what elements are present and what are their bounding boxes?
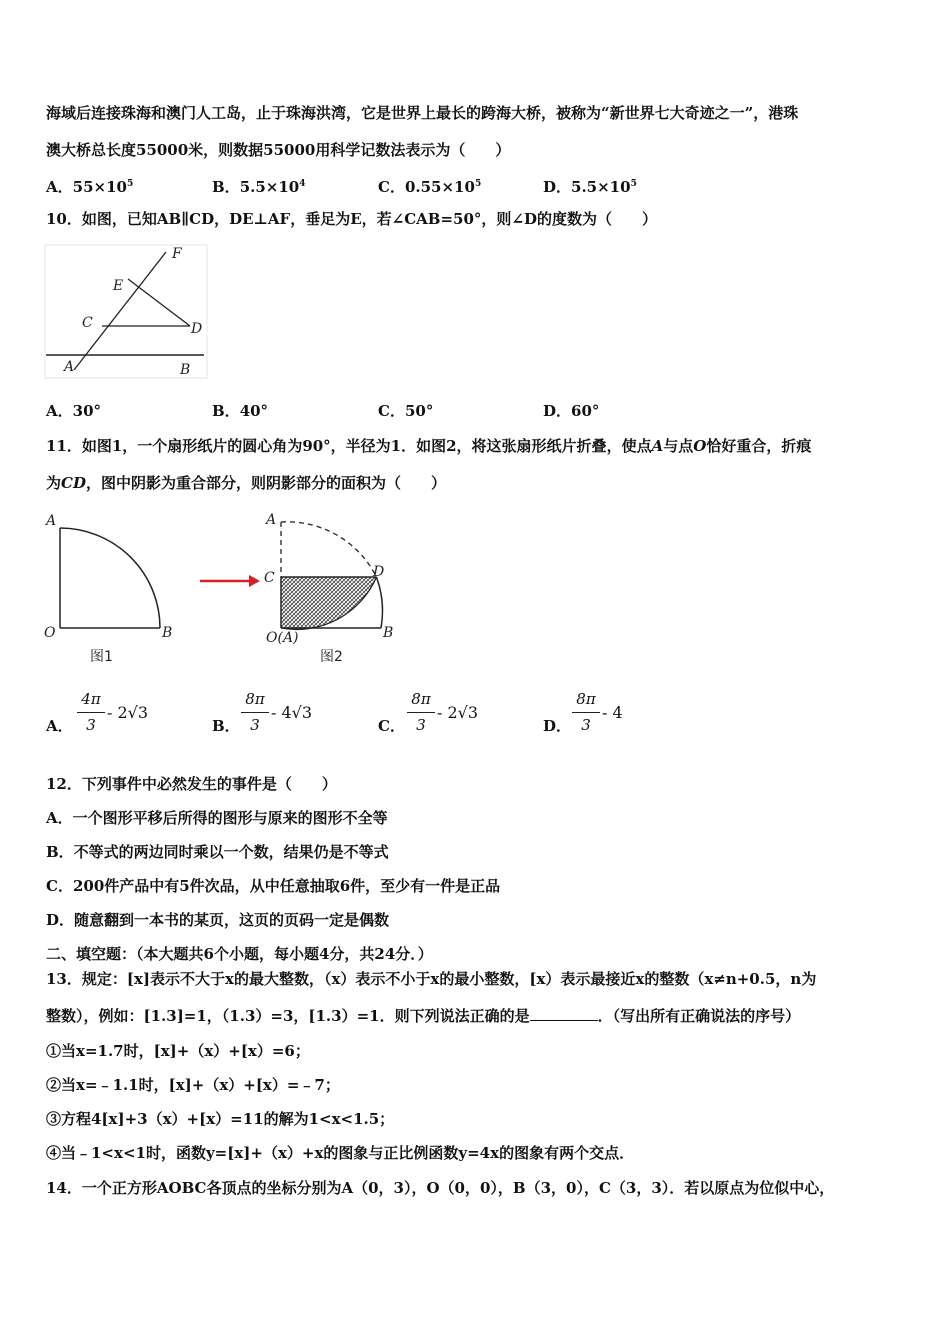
q10-option-a: A．30° (46, 402, 102, 420)
arc (60, 528, 160, 628)
label-a: A (64, 359, 75, 375)
numerator: 4π (81, 690, 101, 708)
fig2-label-b: B (383, 625, 394, 641)
q9-line1: 海域后连接珠海和澳门人工岛，止于珠海洪湾，它是世界上最长的跨海大桥，被称为“新世界七大奇迹之一”，港珠 (46, 104, 799, 122)
fig1-label-o: O (44, 625, 56, 641)
line-de (128, 279, 190, 326)
answer-blank[interactable] (530, 1006, 598, 1021)
label-c: C (82, 315, 93, 331)
fig1-caption: 图1 (90, 649, 113, 665)
label-b: B (180, 362, 191, 378)
q9-option-a: A．$55\times 10^5$ (46, 178, 134, 196)
fig2-label-d: D (373, 564, 385, 580)
fig1-label-b: B (162, 625, 173, 641)
q12-option-a: A．一个图形平移后所得的图形与原来的图形不全等 (46, 809, 388, 827)
q10-option-c: C．50° (378, 402, 434, 420)
label-d: D (191, 321, 203, 337)
q11-option-a-rest: - 2√3 (107, 703, 149, 722)
q11-option-b-rest: - 4√3 (271, 703, 313, 722)
fig2-label-a: A (266, 512, 277, 528)
denominator: 3 (250, 716, 260, 734)
label-f: F (172, 246, 182, 262)
numerator: 8π (245, 690, 265, 708)
q9-line2: 澳大桥总长度55000米，则数据55000用科学记数法表示为（ ） (46, 141, 511, 159)
q13-line2: 整数），例如：[1.3]=1，（1.3）=3，[1.3）=1．则下列说法正确的是 ．（写出所有正确说法的序号） (46, 1007, 801, 1025)
shaded-region (281, 577, 377, 629)
numerator: 8π (576, 690, 596, 708)
q12-option-d: D．随意翻到一本书的某页，这页的页码一定是偶数 (46, 911, 390, 929)
figure-2 (264, 512, 393, 665)
q10-option-d: D．60° (543, 402, 600, 420)
q13-line1: 13．规定：[x]表示不大于x的最大整数，（x）表示不小于x的最小整数，[x）表示最接近x的整数（x≠n+0.5，n为 (46, 970, 817, 988)
denominator: 3 (86, 716, 96, 734)
q13-item-3: ③方程4[x]+3（x）+[x）=11的解为1<x<1.5； (46, 1110, 395, 1128)
q12-option-b: B．不等式的两边同时乘以一个数，结果仍是不等式 (46, 843, 389, 861)
q11-option-a-label: A． (46, 717, 73, 735)
fig1-label-a: A (46, 513, 57, 529)
q11-figures (40, 508, 420, 668)
q11-option-b-label: B． (212, 717, 240, 735)
q11-stem-line2: 为CD，图中阴影为重合部分，则阴影部分的面积为（ ） (46, 474, 446, 492)
q9-option-b: B．$5.5\times 10^4$ (212, 178, 306, 196)
q10-figure (44, 244, 210, 380)
numerator: 8π (411, 690, 431, 708)
label-e: E (113, 278, 124, 294)
fig2-caption: 图2 (320, 649, 343, 665)
q12-option-c: C．200件产品中有5件次品，从中任意抽取6件，至少有一件是正品 (46, 877, 501, 895)
fig2-label-oa: O(A) (266, 630, 299, 646)
q11-option-d-rest: - 4 (602, 703, 623, 722)
q9-option-d: D．$5.5\times 10^5$ (543, 178, 637, 196)
q11-option-c-rest: - 2√3 (437, 703, 479, 722)
q13-item-2: ②当x=﹣1.1时，[x]+（x）+[x）=﹣7； (46, 1076, 340, 1094)
fig2-label-c: C (264, 570, 275, 586)
q12-stem: 12．下列事件中必然发生的事件是（ ） (46, 775, 337, 793)
q11-stem-line1: 11．如图1，一个扇形纸片的圆心角为90°，半径为1．如图2，将这张扇形纸片折叠，使点A与点O恰好重合，折痕 (46, 437, 812, 455)
q10-option-b: B．40° (212, 402, 269, 420)
q14-line1: 14．一个正方形AOBC各顶点的坐标分别为A（0，3），O（0，0），B（3，0），C（3，3）．若以原点为位似中心， (46, 1179, 835, 1197)
red-arrow-icon (200, 575, 260, 587)
q13-item-4: ④当﹣1<x<1时，函数y=[x]+（x）+x的图象与正比例函数y=4x的图象有两个交点． (46, 1144, 635, 1162)
section-heading: 二、填空题：（本大题共6个小题，每小题4分，共24分．） (46, 945, 433, 963)
denominator: 3 (416, 716, 426, 734)
denominator: 3 (581, 716, 591, 734)
q10-stem: 10．如图，已知AB∥CD，DE⊥AF，垂足为E，若∠CAB=50°，则∠D的度数为（ ） (46, 210, 657, 228)
q11-option-d-label: D． (543, 717, 572, 735)
q11-option-c-label: C． (378, 717, 405, 735)
q13-item-1: ①当x=1.7时，[x]+（x）+[x）=6； (46, 1042, 310, 1060)
q9-option-c: C．$0.55\times 10^5$ (378, 178, 482, 196)
figure-1 (44, 513, 172, 665)
line-af (74, 252, 166, 370)
